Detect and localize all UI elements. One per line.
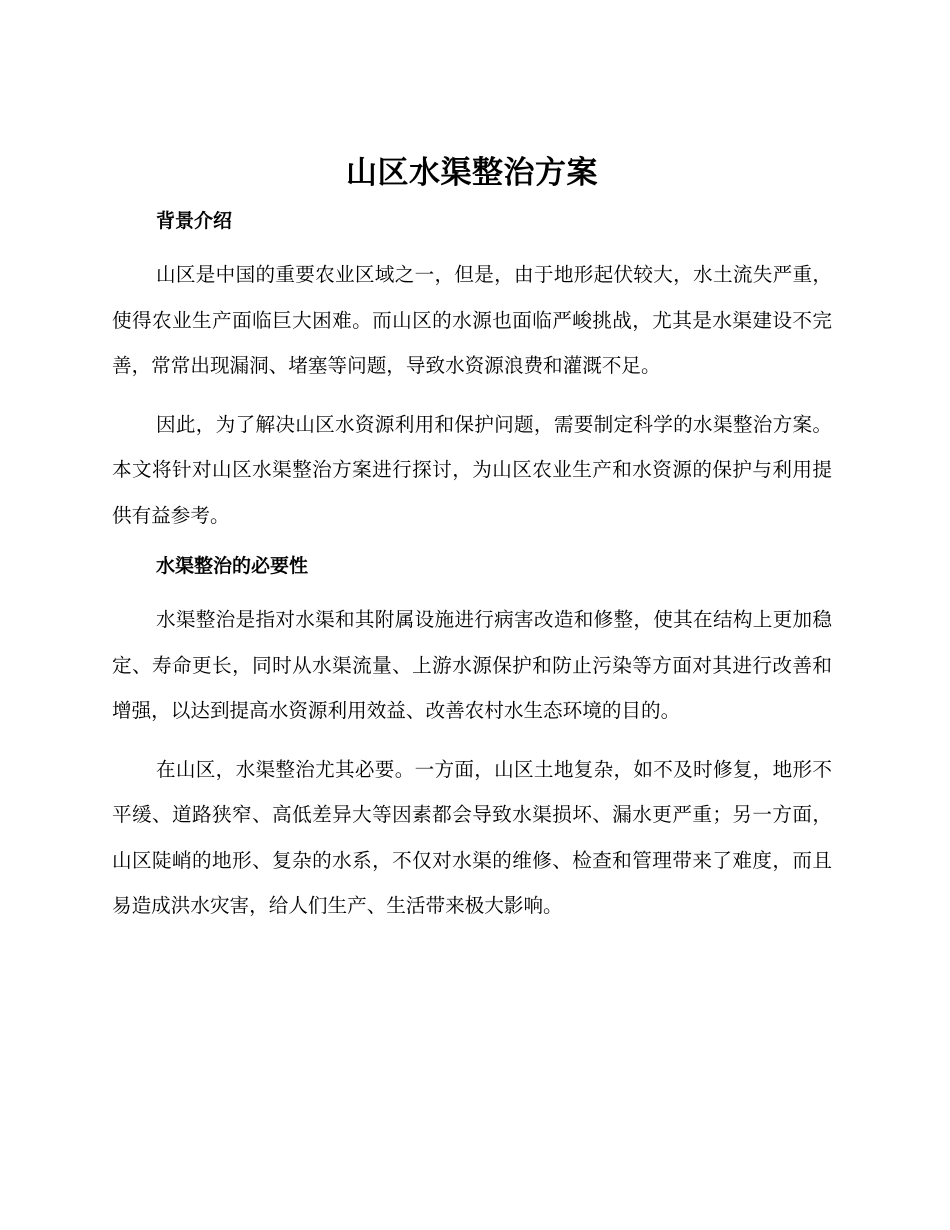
- paragraph: 山区是中国的重要农业区域之一，但是，由于地形起伏较大，水土流失严重，使得农业生产面临巨大困难。而山区的水源也面临严峻挑战，尤其是水渠建设不完善，常常出现漏洞、堵塞等问题，导致水资源浪费和灌溉不足。: [112, 263, 832, 377]
- paragraph: 水渠整治是指对水渠和其附属设施进行病害改造和修整，使其在结构上更加稳定、寿命更长，同时从水渠流量、上游水源保护和防止污染等方面对其进行改善和增强，以达到提高水资源利用效益、改善农村水生态环境的目的。: [112, 608, 832, 722]
- document-page: [112, 150, 832, 929]
- paragraph: 因此，为了解决山区水资源利用和保护问题，需要制定科学的水渠整治方案。本文将针对山区水渠整治方案进行探讨，为山区农业生产和水资源的保护与利用提供有益参考。: [112, 412, 832, 527]
- section-necessity: [112, 551, 832, 929]
- paragraph: 在山区，水渠整治尤其必要。一方面，山区土地复杂，如不及时修复，地形不平缓、道路狭窄、高低差异大等因素都会导致水渠损坏、漏水更严重；另一方面，山区陡峭的地形、复杂的水系，不仅对水渠的维修、检查和管理带来了难度，而且易造成洪水灾害，给人们生产、生活带来极大影响。: [112, 757, 832, 917]
- section-heading: 水渠整治的必要性: [156, 555, 309, 577]
- section-background: [112, 206, 832, 538]
- section-heading: 背景介绍: [156, 210, 233, 232]
- document-title: 山区水渠整治方案: [346, 155, 598, 191]
